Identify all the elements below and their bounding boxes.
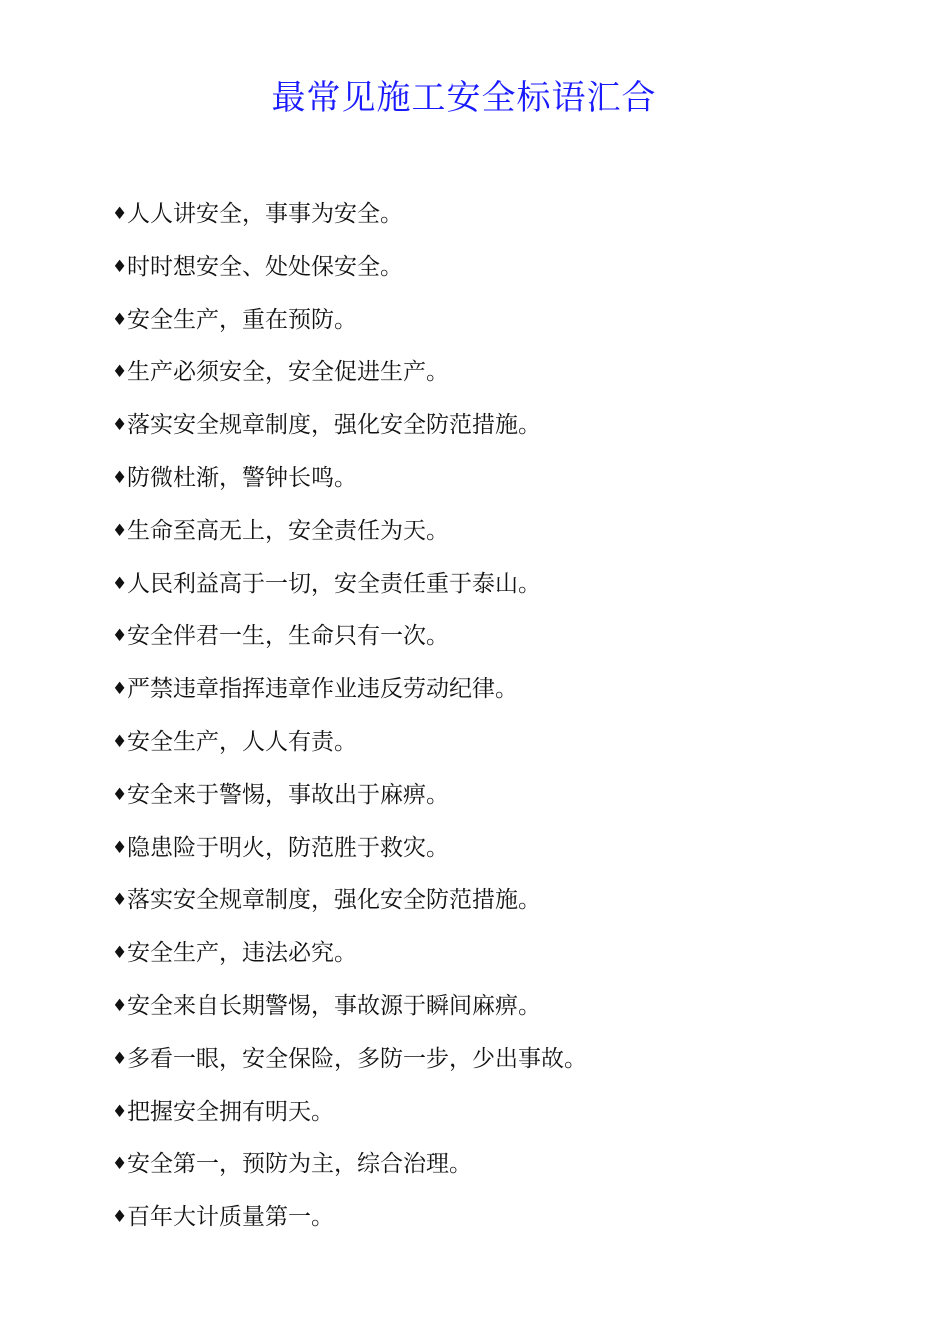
slogan-text: 安全来于警惕，事故出于麻痹。 [127, 781, 449, 808]
slogan-text: 把握安全拥有明天。 [127, 1098, 334, 1125]
diamond-bullet-icon: ♦ [112, 890, 128, 911]
list-item [112, 1138, 892, 1191]
list-item [112, 769, 892, 822]
slogan-text: 落实安全规章制度，强化安全防范措施。 [127, 412, 541, 439]
list-item [112, 505, 892, 558]
diamond-bullet-icon: ♦ [112, 1154, 128, 1175]
diamond-bullet-icon: ♦ [112, 731, 128, 752]
slogan-text: 安全来自长期警惕，事故源于瞬间麻痹。 [127, 992, 541, 1019]
slogan-text: 安全生产，人人有责。 [127, 728, 357, 755]
slogan-text: 防微杜渐，警钟长鸣。 [127, 464, 357, 491]
slogan-text: 隐患险于明火，防范胜于救灾。 [127, 834, 449, 861]
list-item [112, 399, 892, 452]
diamond-bullet-icon: ♦ [112, 573, 128, 594]
diamond-bullet-icon: ♦ [112, 256, 128, 277]
slogan-text: 时时想安全、处处保安全。 [127, 253, 403, 280]
list-item [112, 346, 892, 399]
list-item [112, 874, 892, 927]
diamond-bullet-icon: ♦ [112, 1048, 128, 1069]
slogan-text: 生命至高无上，安全责任为天。 [127, 517, 449, 544]
diamond-bullet-icon: ♦ [112, 626, 128, 647]
list-item [112, 1086, 892, 1139]
diamond-bullet-icon: ♦ [112, 784, 128, 805]
list-item [112, 1033, 892, 1086]
diamond-bullet-icon: ♦ [112, 204, 128, 224]
list-item [112, 610, 892, 663]
slogan-text: 落实安全规章制度，强化安全防范措施。 [127, 887, 541, 914]
list-item [112, 663, 892, 716]
diamond-bullet-icon: ♦ [112, 1101, 128, 1122]
list-item [112, 716, 892, 769]
slogan-text: 生产必须安全，安全促进生产。 [127, 359, 449, 386]
diamond-bullet-icon: ♦ [112, 362, 128, 383]
slogan-text: 多看一眼，安全保险，多防一步，少出事故。 [127, 1045, 587, 1072]
diamond-bullet-icon: ♦ [112, 415, 128, 436]
page-title: 最常见施工安全标语汇合 [271, 78, 657, 118]
list-item [112, 294, 892, 347]
slogan-text: 人民利益高于一切，安全责任重于泰山。 [127, 570, 541, 597]
diamond-bullet-icon: ♦ [112, 943, 128, 964]
diamond-bullet-icon: ♦ [112, 309, 128, 330]
slogan-text: 百年大计质量第一。 [127, 1204, 334, 1231]
slogan-text: 严禁违章指挥违章作业违反劳动纪律。 [127, 676, 518, 703]
slogan-text: 人人讲安全，事事为安全。 [127, 201, 403, 227]
slogan-text: 安全生产，违法必究。 [127, 940, 357, 967]
list-item [112, 927, 892, 980]
diamond-bullet-icon: ♦ [112, 1207, 128, 1228]
list-item [112, 241, 892, 294]
list-item [112, 452, 892, 505]
slogan-list [112, 188, 892, 1244]
list-item [112, 1191, 892, 1244]
slogan-text: 安全第一，预防为主，综合治理。 [127, 1151, 472, 1178]
list-item [112, 980, 892, 1033]
diamond-bullet-icon: ♦ [112, 467, 128, 488]
list-item [112, 558, 892, 611]
diamond-bullet-icon: ♦ [112, 520, 128, 541]
slogan-text: 安全生产，重在预防。 [127, 306, 357, 333]
slogan-text: 安全伴君一生，生命只有一次。 [127, 623, 449, 650]
list-item [112, 188, 892, 241]
list-item [112, 822, 892, 875]
diamond-bullet-icon: ♦ [112, 679, 128, 700]
diamond-bullet-icon: ♦ [112, 995, 128, 1016]
diamond-bullet-icon: ♦ [112, 837, 128, 858]
